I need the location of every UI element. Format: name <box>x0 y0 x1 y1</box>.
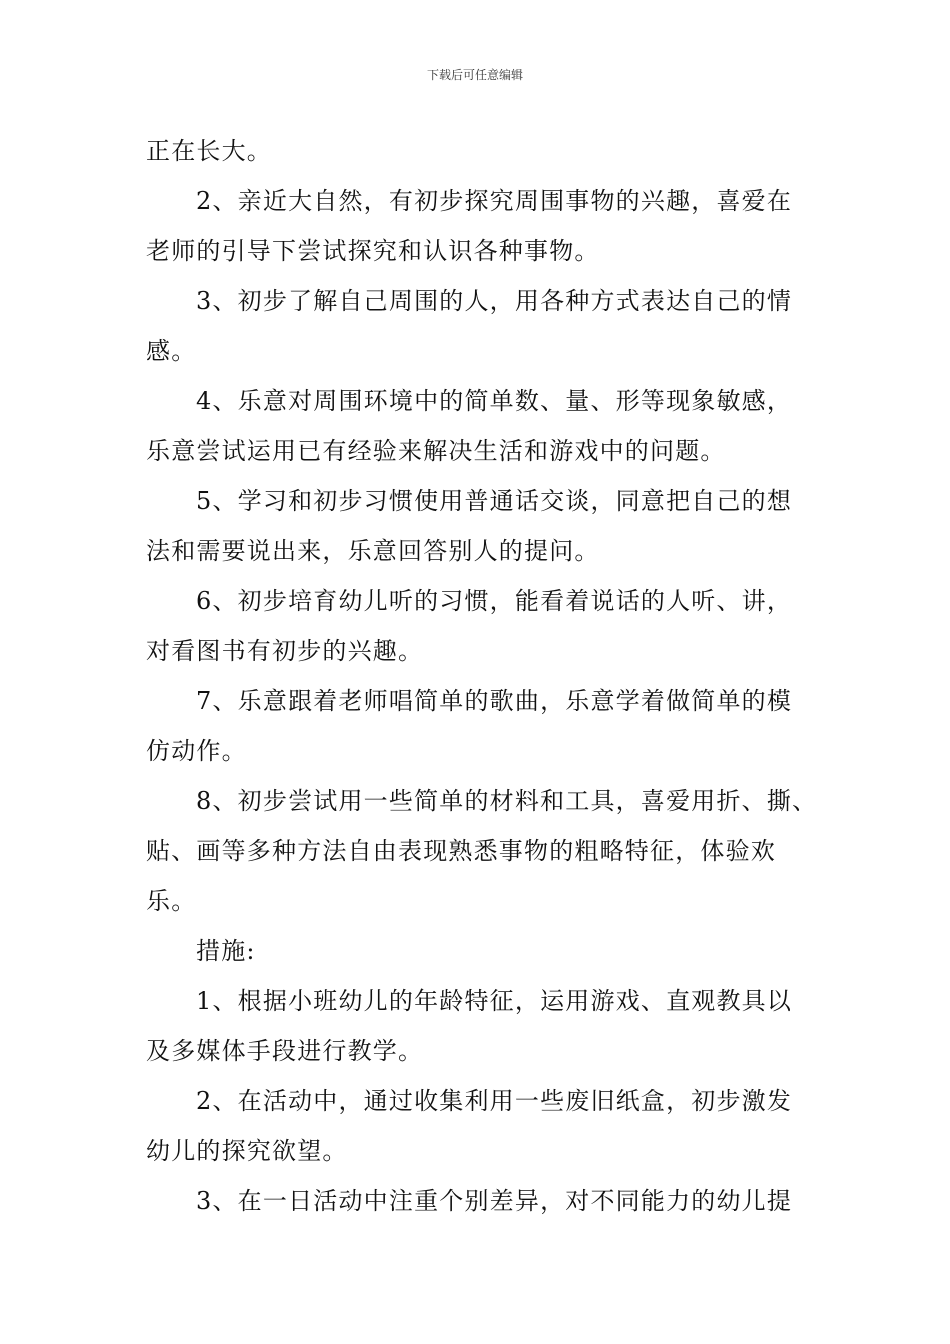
text-line: 仿动作。 <box>146 737 247 765</box>
text-line: 措施: <box>196 937 256 965</box>
text-line: 1、根据小班幼儿的年龄特征，运用游戏、直观教具以 <box>196 987 793 1015</box>
text-line: 7、乐意跟着老师唱简单的歌曲，乐意学着做简单的模 <box>196 687 793 715</box>
text-line: 3、在一日活动中注重个别差异，对不同能力的幼儿提 <box>196 1187 793 1215</box>
text-line: 老师的引导下尝试探究和认识各种事物。 <box>146 237 600 265</box>
text-line: 4、乐意对周围环境中的简单数、量、形等现象敏感， <box>196 387 793 415</box>
text-line: 幼儿的探究欲望。 <box>146 1137 348 1165</box>
page-header: 下载后可任意编辑 <box>426 68 523 82</box>
text-line: 贴、画等多种方法自由表现熟悉事物的粗略特征，体验欢 <box>146 837 776 865</box>
text-line: 乐意尝试运用已有经验来解决生活和游戏中的问题。 <box>146 437 726 465</box>
text-line: 及多媒体手段进行教学。 <box>146 1037 424 1065</box>
text-line: 感。 <box>146 337 197 365</box>
document-body <box>146 126 816 1226</box>
text-line: 2、在活动中，通过收集利用一些废旧纸盒，初步激发 <box>196 1087 793 1115</box>
text-line: 乐。 <box>146 887 197 915</box>
text-line: 对看图书有初步的兴趣。 <box>146 637 424 665</box>
text-line: 5、学习和初步习惯使用普通话交谈，同意把自己的想 <box>196 487 793 515</box>
text-line: 正在长大。 <box>146 137 272 165</box>
text-line: 6、初步培育幼儿听的习惯，能看着说话的人听、讲， <box>196 587 793 615</box>
text-line: 3、初步了解自己周围的人，用各种方式表达自己的情 <box>196 287 793 315</box>
text-line: 2、亲近大自然，有初步探究周围事物的兴趣，喜爱在 <box>196 187 793 215</box>
text-line: 法和需要说出来，乐意回答别人的提问。 <box>146 537 600 565</box>
text-line: 8、初步尝试用一些简单的材料和工具，喜爱用折、撕、 <box>196 787 818 815</box>
